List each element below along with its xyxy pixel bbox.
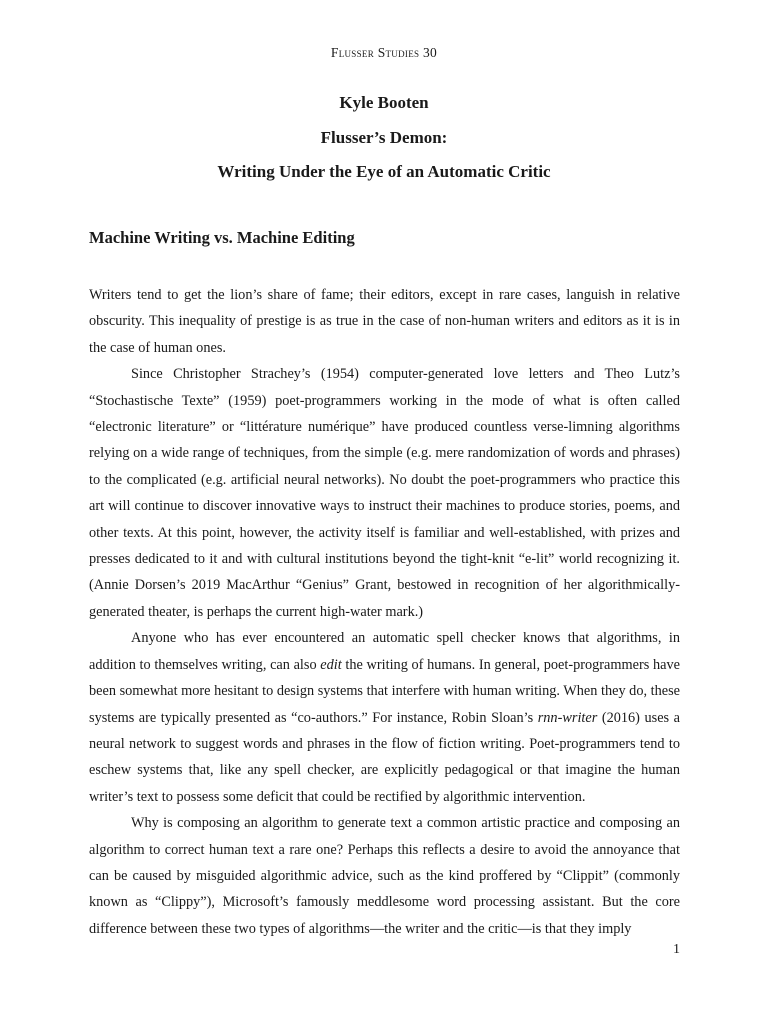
software-title-rnn-writer: rnn-writer [537,709,598,726]
title-line-2: Writing Under the Eye of an Automatic Critic [217,162,551,181]
section-heading: Machine Writing vs. Machine Editing [89,228,355,247]
paragraph-4: Why is composing an algorithm to generate text a common artistic practice and composing an algorithm to correct human text a rare one? Perhaps this reflects a desire to avoid the annoyance that can be caused by misguided algorithmic advice, such as the kind proffered by “Clippit” (commonly known as “Clippy”), Microsoft’s famously meddlesome word processing assistant. But the core difference between these two types of algorithms—the writer and the critic—is that they imply [89,815,680,937]
paragraph-3-text-a: Anyone who has ever encountered an automatic spell checker knows that algorithms, in addition to themselves writing, can also [89,630,680,673]
author-name: Kyle Booten [339,93,429,112]
body-text [89,282,680,942]
emphasis-edit: edit [320,656,342,673]
paragraph-2: Since Christopher Strachey’s (1954) computer-generated love letters and Theo Lutz’s “Stochastische Texte” (1959) poet-programmers working in the mode of what is often called “electronic literature” or “littérature numérique” have produced countless verse-limning algorithms relying on a wide range of techniques, from the simple (e.g. mere randomization of words and phrases) to the complicated (e.g. artificial neural networks). No doubt the poet-programmers who practice this art will continue to discover innovative ways to instruct their machines to produce stories, poems, and other texts. At this point, however, the activity itself is familiar and well-established, with prizes and presses dedicated to it and with cultural institutions beyond the tight-knit “e-lit” world recognizing it. (Annie Dorsen’s 2019 MacArthur “Genius” Grant, bestowed in recognition of her algorithmically-generated theater, is perhaps the current high-water mark.) [89,366,680,620]
paragraph-1: Writers tend to get the lion’s share of fame; their editors, except in rare cases, languish in relative obscurity. This inequality of prestige is as true in the case of non-human writers and editors as it is in the case of human ones. [89,287,680,356]
paragraph-3-text-c: the writing of humans. In general, poet-programmers have been somewhat more hesitant to design systems that interfere with human writing. When they do, these systems are typically presented as “co-authors.” For instance, Robin Sloan’s [89,656,680,726]
paragraph-3-text-e: (2016) uses a neural network to suggest words and phrases in the flow of fiction writing. Poet-programmers tend to eschew systems that, like any spell checker, are explicitly pedagogical or that imagine the human writer’s text to possess some deficit that could be rectified by algorithmic intervention. [89,709,680,805]
page-number: 1 [673,942,680,957]
running-header: Flusser Studies 30 [330,45,438,60]
title-line-1: Flusser’s Demon: [320,128,448,147]
paragraph-3 [89,625,680,810]
